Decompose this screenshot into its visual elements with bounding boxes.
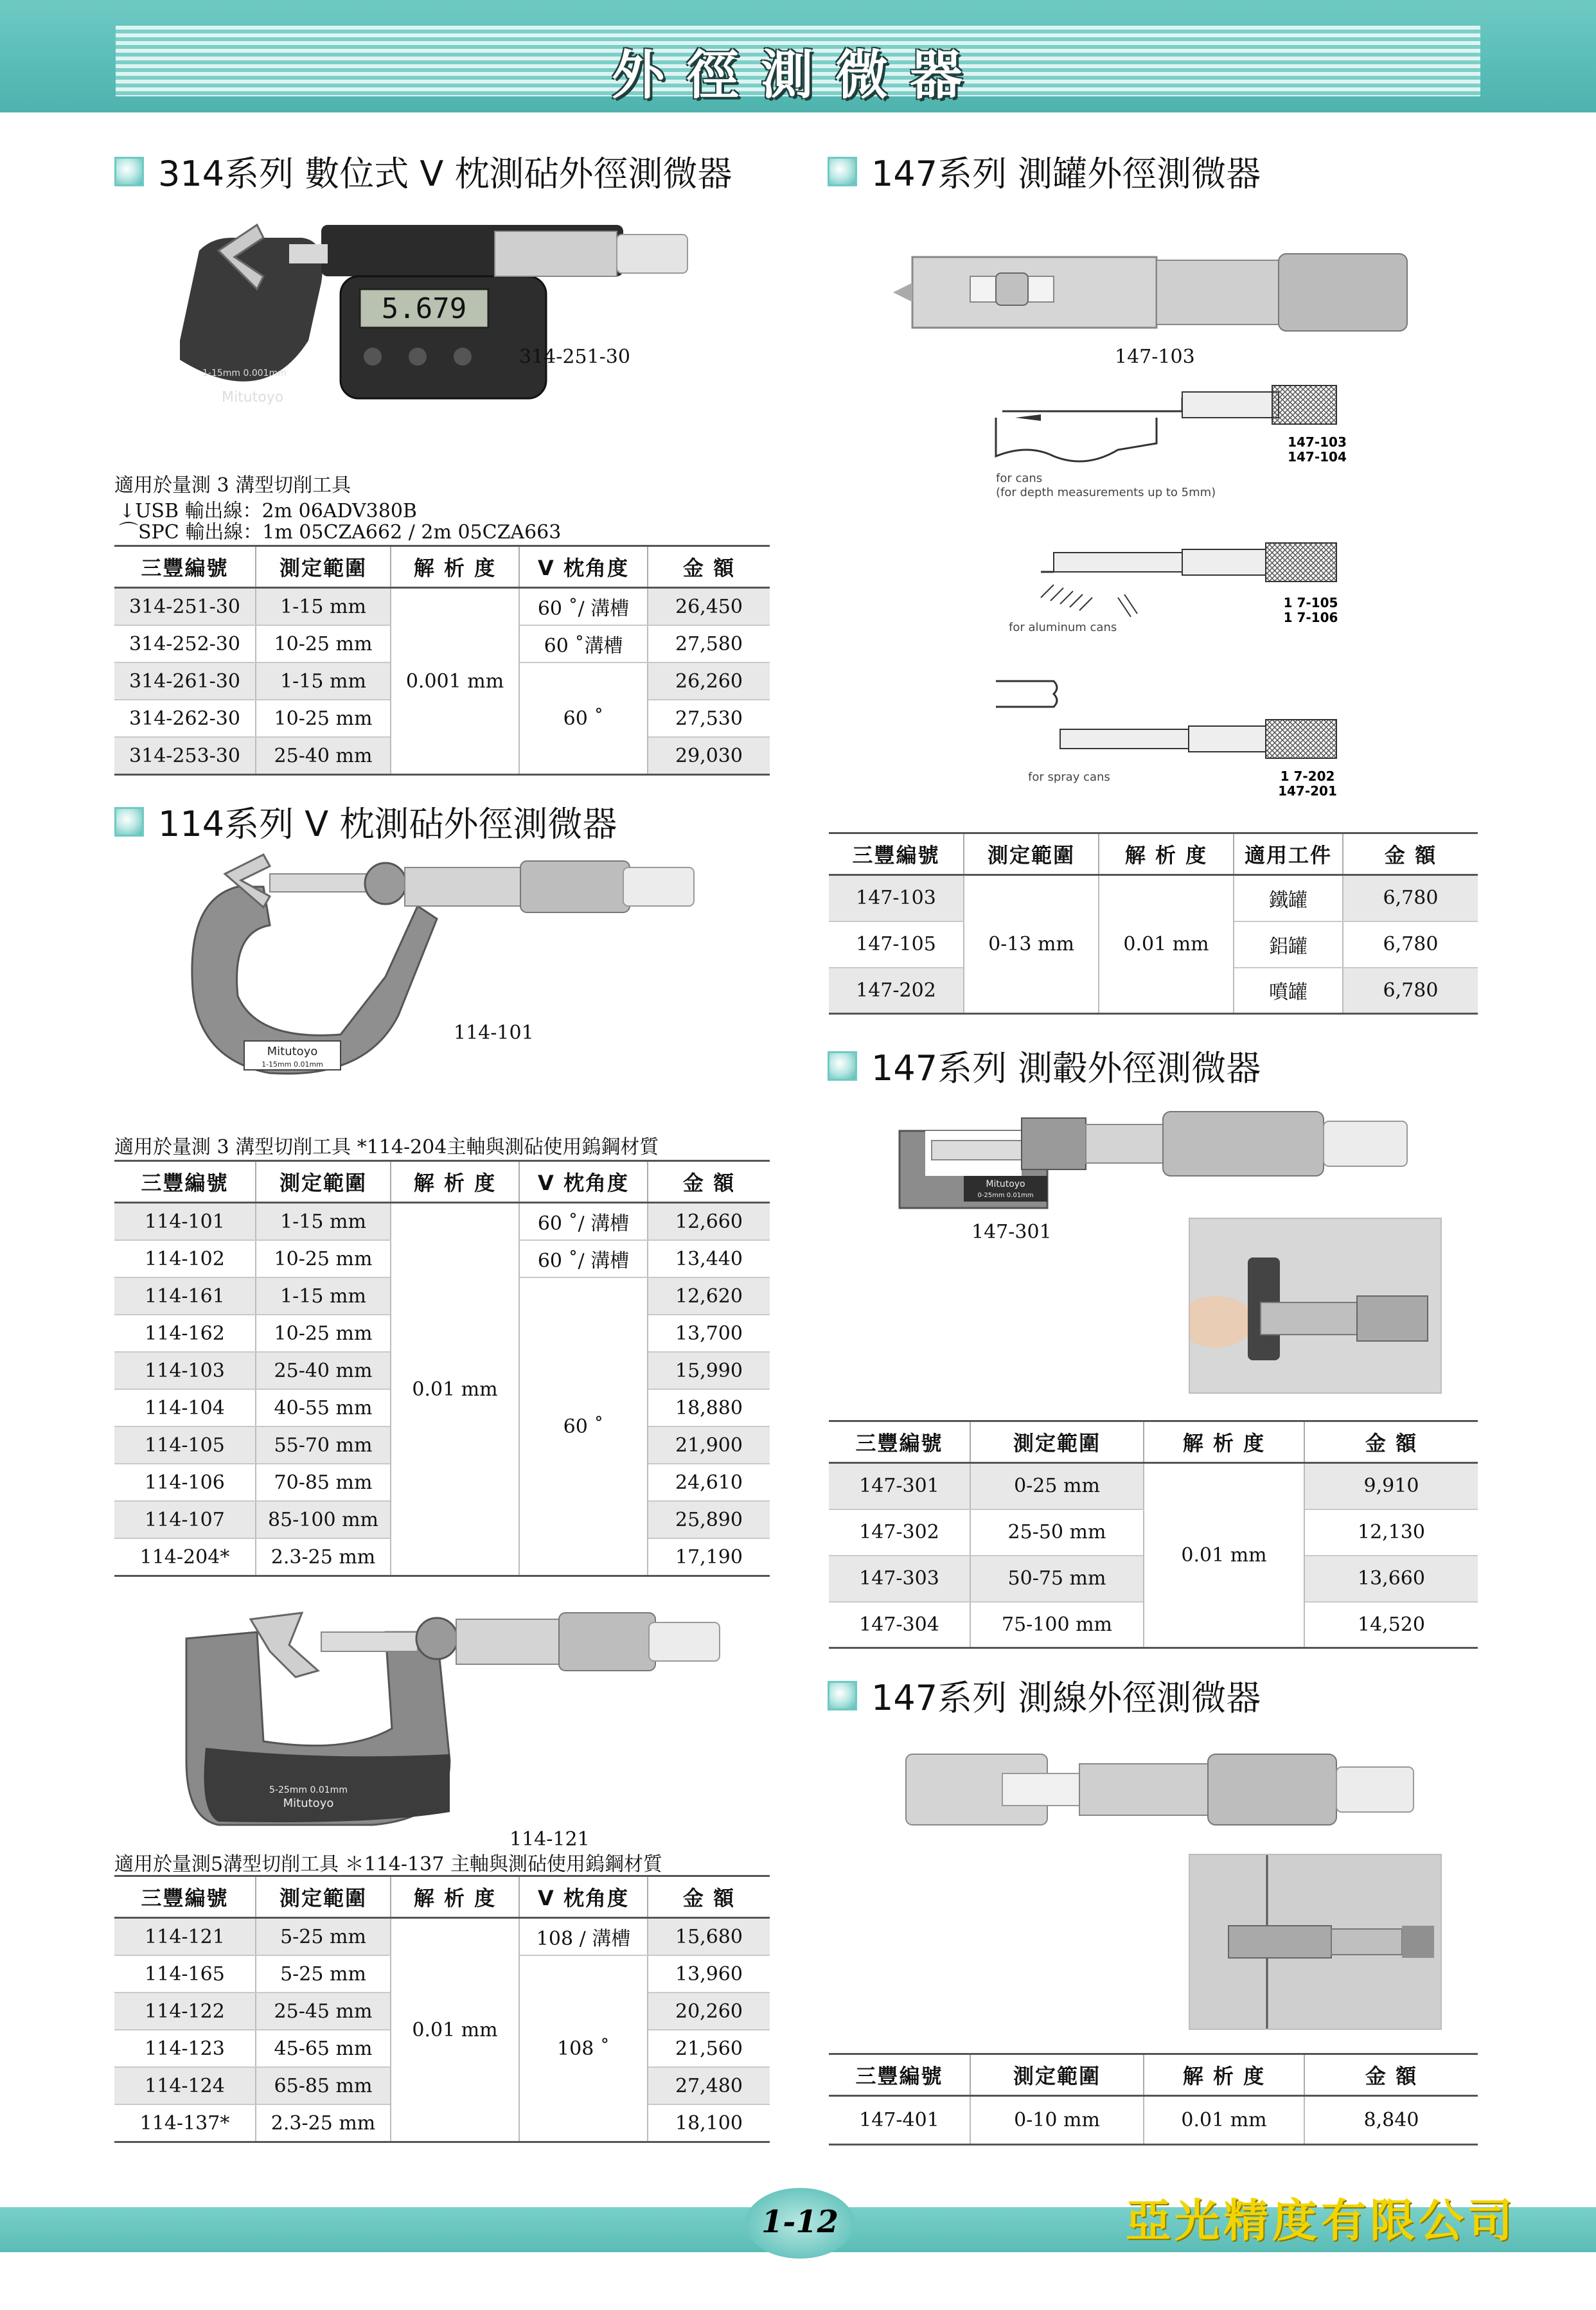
wire-measurement-illustration [1190,1855,1441,2029]
cell-range: 70-85 mm [256,1464,391,1501]
brand-logo-text: Mitutoyo [267,1045,318,1058]
note-114-121-usage: 適用於量測5溝型切削工具 ＊114-137 主軸與測砧使用鎢鋼材質 [114,1853,662,1876]
digital-micrometer-314-image [161,212,739,424]
cell-price: 12,620 [648,1277,770,1315]
th-range: 測定範圍 [970,1421,1144,1463]
diagram-label: 147-103 [1288,434,1347,450]
section-title-147-hub [828,1041,1261,1090]
cell-range: 10-25 mm [256,1315,391,1352]
cell-code: 114-162 [114,1315,256,1352]
cell-code: 114-121 [114,1918,256,1956]
cell-code: 114-104 [114,1389,256,1426]
diagram-label: 147-201 [1278,783,1337,799]
section-title-text: 314系列 數位式 V 枕測砧外徑測微器 [158,154,732,194]
section-title-text: 147系列 測線外徑測微器 [871,1678,1261,1718]
table-147-can [829,832,1478,1015]
th-resolution: 解 析 度 [1144,1421,1304,1463]
cell-code: 147-304 [829,1602,970,1648]
cell-workpiece: 鐵罐 [1234,875,1343,921]
cell-price: 6,780 [1343,968,1478,1014]
cell-resolution: 0.001 mm [391,588,519,775]
cell-code: 114-124 [114,2067,256,2104]
cell-price: 6,780 [1343,875,1478,921]
cell-price: 24,610 [648,1464,770,1501]
cell-resolution: 0.01 mm [1144,2096,1304,2145]
cell-price: 13,440 [648,1240,770,1277]
section-title-text: 147系列 測罐外徑測微器 [871,154,1261,194]
cell-price: 27,480 [648,2067,770,2104]
section-title-text: 114系列 V 枕測砧外徑測微器 [158,804,617,844]
cell-range: 1-15 mm [256,1277,391,1315]
table-row [829,1463,1478,1509]
th-resolution: 解 析 度 [1144,2054,1304,2096]
diagram-for-spray-cans [989,668,1349,803]
cell-code: 147-103 [829,875,964,921]
cell-range: 50-75 mm [970,1556,1144,1602]
cell-range: 1-15 mm [256,588,391,626]
cell-price: 25,890 [648,1501,770,1538]
cell-angle: 60 ˚/ 溝槽 [519,1203,648,1241]
cell-price: 6,780 [1343,921,1478,968]
th-code: 三豐編號 [829,2054,970,2096]
table-114 [114,1160,770,1577]
th-code: 三豐編號 [114,1876,256,1918]
cell-range: 45-65 mm [256,2030,391,2067]
cell-angle-merged: 108 ˚ [519,1955,648,2142]
cell-code: 114-105 [114,1426,256,1464]
frame-text: 1-15mm 0.001mm [202,368,287,378]
cell-angle: 60 ˚溝槽 [519,625,648,662]
cell-workpiece: 鋁罐 [1234,921,1343,968]
section-bullet-icon [828,1051,857,1081]
cell-range: 10-25 mm [256,625,391,662]
cell-code: 114-137* [114,2104,256,2142]
cell-workpiece: 噴罐 [1234,968,1343,1014]
cell-code: 147-302 [829,1509,970,1556]
th-code: 三豐編號 [829,833,964,875]
diagram-for-aluminum-cans [1002,540,1349,649]
cell-range: 25-45 mm [256,1993,391,2030]
table-147-hub [829,1420,1478,1649]
cell-range: 0-25 mm [970,1463,1144,1509]
cell-price: 21,560 [648,2030,770,2067]
th-price: 金 額 [1304,2054,1478,2096]
cell-code: 114-165 [114,1955,256,1993]
table-314 [114,545,770,776]
th-range: 測定範圍 [970,2054,1144,2096]
note-314-usage: 適用於量測 3 溝型切削工具 [114,474,351,497]
th-price: 金 額 [648,1161,770,1203]
note-314-spc [119,516,561,544]
cell-price: 21,900 [648,1426,770,1464]
cell-price: 29,030 [648,737,770,775]
cell-resolution: 0.01 mm [1144,1463,1304,1648]
cell-code: 114-122 [114,1993,256,2030]
diagram-label: 1 7-105 [1283,595,1338,610]
cell-range: 0-10 mm [970,2096,1144,2145]
cell-range: 10-25 mm [256,1240,391,1277]
page-title: 外徑測微器 [611,45,984,106]
th-range: 測定範圍 [256,1876,391,1918]
th-resolution: 解 析 度 [391,546,519,588]
th-angle: V 枕角度 [519,1161,648,1203]
cell-code: 147-303 [829,1556,970,1602]
cell-price: 9,910 [1304,1463,1478,1509]
th-price: 金 額 [648,1876,770,1918]
company-name: 亞光精度有限公司 [1126,2194,1516,2247]
cell-range: 25-40 mm [256,737,391,775]
caption-314-251-30: 314-251-30 [519,346,630,368]
frame-text: 5-25mm 0.01mm [269,1785,348,1795]
th-workpiece: 適用工件 [1234,833,1343,875]
cell-code: 147-105 [829,921,964,968]
cell-price: 13,960 [648,1955,770,1993]
table-row [114,1203,770,1241]
lcd-reading: 5.679 [381,292,467,325]
cell-price: 12,130 [1304,1509,1478,1556]
cell-range: 25-40 mm [256,1352,391,1389]
cell-resolution: 0.01 mm [391,1918,519,2142]
section-title-314 [114,147,732,196]
cell-code: 114-123 [114,2030,256,2067]
diagram-label: 147-104 [1288,449,1347,465]
hub-micrometer-147-301-image [893,1105,1426,1214]
cell-price: 8,840 [1304,2096,1478,2145]
cell-range: 1-15 mm [256,662,391,700]
th-code: 三豐編號 [114,546,256,588]
frame-text: 1-15mm 0.01mm [262,1060,323,1069]
cell-angle-merged: 60 ˚ [519,1277,648,1576]
micrometer-114-121-image [180,1600,739,1838]
diagram-for-cans [989,379,1349,508]
table-header-row [114,546,770,588]
caption-147-103: 147-103 [1115,346,1195,368]
cell-angle: 108 / 溝槽 [519,1918,648,1956]
diagram-note: for cans [996,472,1043,485]
cell-code: 314-252-30 [114,625,256,662]
cell-code: 314-251-30 [114,588,256,626]
th-resolution: 解 析 度 [391,1876,519,1918]
th-resolution: 解 析 度 [391,1161,519,1203]
cell-price: 18,880 [648,1389,770,1426]
table-row [829,2096,1478,2145]
table-row [114,1918,770,1956]
cell-code: 147-401 [829,2096,970,2145]
th-code: 三豐編號 [829,1421,970,1463]
cell-price: 15,680 [648,1918,770,1956]
table-row [114,588,770,626]
cell-code: 114-204* [114,1538,256,1576]
section-bullet-icon [828,1681,857,1710]
diagram-label: 1 7-106 [1283,610,1338,625]
caption-147-301: 147-301 [971,1221,1052,1243]
cell-range: 55-70 mm [256,1426,391,1464]
th-price: 金 額 [1304,1421,1478,1463]
th-angle: V 枕角度 [519,1876,648,1918]
cell-price: 13,700 [648,1315,770,1352]
cell-price: 12,660 [648,1203,770,1241]
cell-resolution: 0.01 mm [1099,875,1234,1014]
th-range: 測定範圍 [256,546,391,588]
cell-code: 114-102 [114,1240,256,1277]
th-range: 測定範圍 [256,1161,391,1203]
cell-range: 75-100 mm [970,1602,1144,1648]
th-price: 金 額 [648,546,770,588]
cell-price: 14,520 [1304,1602,1478,1648]
diagram-label: 1 7-202 [1280,769,1335,784]
cell-range: 40-55 mm [256,1389,391,1426]
th-range: 測定範圍 [964,833,1099,875]
section-bullet-icon [828,157,857,186]
caption-114-101: 114-101 [454,1022,534,1044]
cell-range: 25-50 mm [970,1509,1144,1556]
cell-range: 2.3-25 mm [256,2104,391,2142]
cell-price: 17,190 [648,1538,770,1576]
wire-measurement-photo [1189,1854,1442,2030]
diagram-note: for spray cans [1028,770,1110,784]
can-micrometer-147-103-image [887,244,1420,347]
gear-measurement-illustration [1190,1219,1441,1392]
cell-price: 13,660 [1304,1556,1478,1602]
th-code: 三豐編號 [114,1161,256,1203]
cell-resolution: 0.01 mm [391,1203,519,1576]
section-title-147-can [828,147,1261,196]
section-title-147-wire [828,1671,1261,1720]
cell-range: 2.3-25 mm [256,1538,391,1576]
spc-cable-icon: ⌒ [119,521,138,544]
note-314-usb-text: USB 輸出線：2m 06ADV380B [135,500,417,522]
cell-code: 314-262-30 [114,700,256,737]
th-resolution: 解 析 度 [1099,833,1234,875]
cell-angle: 60 ˚/ 溝槽 [519,1240,648,1277]
cell-code: 114-103 [114,1352,256,1389]
th-angle: V 枕角度 [519,546,648,588]
usb-icon: ↓ [119,500,136,522]
section-bullet-icon [114,157,144,186]
cell-price: 18,100 [648,2104,770,2142]
diagram-note: for aluminum cans [1009,621,1117,634]
cell-range: 5-25 mm [256,1955,391,1993]
note-314-spc-text: SPC 輸出線：1m 05CZA662 / 2m 05CZA663 [138,521,562,544]
cell-price: 27,530 [648,700,770,737]
cell-price: 26,450 [648,588,770,626]
table-147-wire [829,2053,1478,2146]
cell-range: 5-25 mm [256,1918,391,1956]
brand-logo-text: Mitutoyo [222,389,284,405]
caption-114-121: 114-121 [510,1828,590,1851]
frame-text: 0-25mm 0.01mm [977,1192,1034,1199]
cell-code: 314-253-30 [114,737,256,775]
cell-price: 15,990 [648,1352,770,1389]
section-bullet-icon [114,807,144,837]
brand-logo-text: Mitutoyo [986,1179,1025,1189]
cell-price: 26,260 [648,662,770,700]
cell-code: 147-301 [829,1463,970,1509]
cell-range: 85-100 mm [256,1501,391,1538]
cell-code: 114-101 [114,1203,256,1241]
micrometer-114-101-image [173,848,720,1086]
section-title-114 [114,797,617,846]
hub-measurement-photo [1189,1218,1442,1394]
cell-code: 114-161 [114,1277,256,1315]
cell-range: 65-85 mm [256,2067,391,2104]
cell-price: 20,260 [648,1993,770,2030]
cell-code: 314-261-30 [114,662,256,700]
diagram-note: (for depth measurements up to 5mm) [996,486,1216,499]
brand-logo-text: Mitutoyo [283,1797,334,1810]
cell-range: 1-15 mm [256,1203,391,1241]
cell-price: 27,580 [648,625,770,662]
table-114-121 [114,1875,770,2143]
cell-angle-merged: 60 ˚ [519,662,648,775]
cell-code: 147-202 [829,968,964,1014]
cell-range: 10-25 mm [256,700,391,737]
section-title-text: 147系列 測轂外徑測微器 [871,1048,1261,1088]
wire-micrometer-147-401-image [900,1741,1426,1838]
cell-code: 114-107 [114,1501,256,1538]
th-price: 金 額 [1343,833,1478,875]
note-114-usage: 適用於量測 3 溝型切削工具 *114-204主軸與測砧使用鎢鋼材質 [114,1136,659,1159]
cell-code: 114-106 [114,1464,256,1501]
cell-angle: 60 ˚/ 溝槽 [519,588,648,626]
page-number: 1-12 [761,2204,839,2240]
cell-range: 0-13 mm [964,875,1099,1014]
table-row [829,875,1478,921]
